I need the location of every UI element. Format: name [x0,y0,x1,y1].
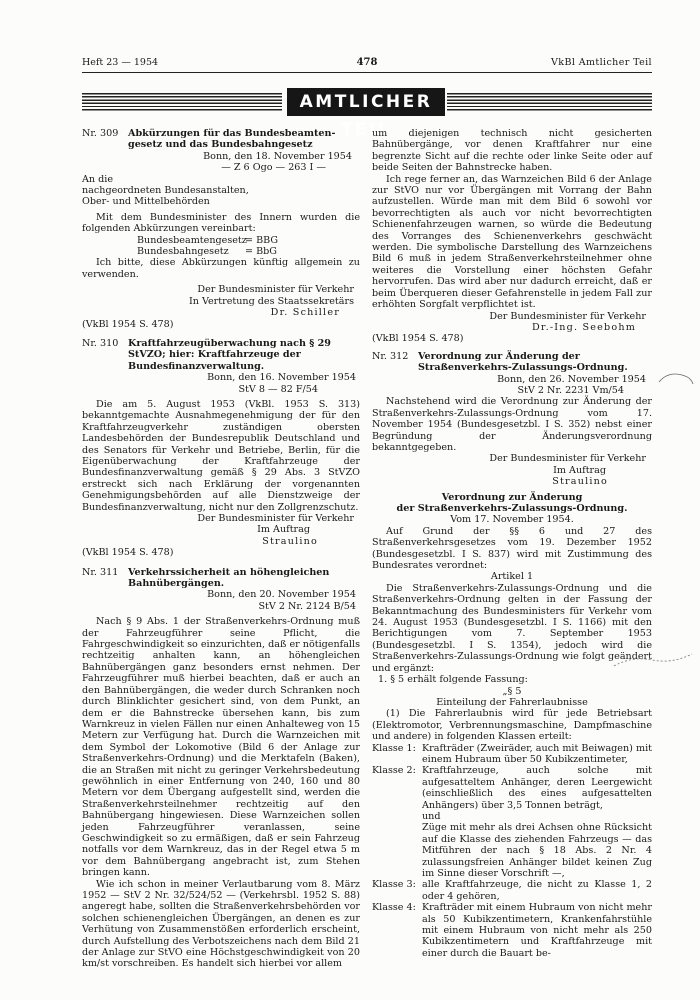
pencil-scribble-icon [612,646,696,676]
class-entry [372,811,652,822]
signature-line: In Vertretung des Staatssekretärs [188,295,354,307]
notice-date: Bonn, den 16. November 1954 [207,372,356,384]
abbr-term: Bundesbeamtengesetz [137,234,247,246]
class-label: Klasse 4: [372,902,416,914]
class-entry [372,879,652,902]
class-text: Krafträder mit einem Hubraum von nicht mehr als 50 Kubikzentimetern, Krankenfahrstühle mit einem Hubraum von nicht mehr als 250 Kubikzentimetern und Kraftfahrzeuge mit einer durch die Bauart be- [422,902,652,959]
notice-ref: StV 2 Nr. 2124 B/54 [258,600,356,612]
notice-title: Kraftfahrzeugüberwachung nach § 29 StVZO; hier: Kraftfahrzeuge der Bundesfinanzverwaltung. [128,337,331,372]
class-text: und [422,810,441,822]
notice-310-heading [82,338,360,372]
ordinance-title: der Straßenverkehrs-Zulassungs-Ordnung. [396,503,628,514]
section-label: VkBl Amtlicher Teil [551,57,652,68]
notice-title: Abkürzungen für das Bundesbeamten-gesetz und das Bundesbahngesetz [128,128,336,151]
notice-ref: — Z 6 Ogo — 263 I — [221,162,326,174]
notice-ref: StV 2 Nr. 2231 Vm/54 [517,384,624,396]
notice-number: Nr. 310 [82,337,119,349]
list-item: 1. § 5 erhält folgende Fassung: [378,674,528,686]
address-line: An die [82,173,114,185]
class-label [372,811,422,822]
class-entry [372,765,652,811]
signature-name: Straulino [552,476,608,488]
article-heading: Artikel 1 [490,571,534,583]
class-entry [372,902,652,959]
class-entry [372,743,652,766]
abbreviation-row [82,246,360,257]
ordinance-title: Verordnung zur Änderung [441,491,583,503]
citation: (VkBl 1954 S. 478) [82,318,174,330]
notice-title: Verordnung zur Änderung der Straßenverkehrs-Zulassungs-Ordnung. [418,350,628,374]
paragraph: um diejenigen technisch nicht gesicherten Bahnübergänge, vor denen Kraftfahrer nur eine begrenzte Sicht auf die rechte oder linke Seite oder auf beide Seiten der Bahnstrecke haben. [372,128,652,174]
address-line: nachgeordneten Bundesanstalten, [82,185,249,197]
notice-311-heading [82,567,360,590]
notice-ref: StV 8 — 82 F/54 [238,383,318,395]
notice-title: Verkehrssicherheit an höhengleichen Bahnübergängen. [128,566,330,590]
notice-date: Bonn, den 26. November 1954 [497,373,646,385]
paragraph-title: Einteilung der Fahrerlaubnisse [436,696,588,708]
notice-312-heading [372,351,652,374]
abbr-term: Bundesbahngesetz [137,246,229,258]
class-label: Klasse 2: [372,765,416,777]
signature-line: Im Auftrag [257,524,310,536]
class-text: Krafträder (Zweiräder, auch mit Beiwagen) mit einem Hubraum über 50 Kubikzentimeter, [422,742,652,765]
signature-line: Der Bundesminister für Verkehr [197,513,354,524]
address-line: Ober- und Mittelbehörden [82,196,210,208]
citation: (VkBl 1954 S. 478) [82,547,174,559]
paragraph: (1) Die Fahrerlaubnis wird für jede Betriebsart (Elektromotor, Verbrennungsmaschine, Dampfmaschine und andere) in folgenden Klassen erteilt: [372,708,652,743]
page-number: 478 [356,57,378,68]
paragraph: Nach § 9 Abs. 1 der Straßenverkehrs-Ordnung muß der Fahrzeugführer seine Pflicht, die Fahrgeschwindigkeit so einzurichten, daß er nötigenfalls rechtzeitig anhalten kann, an höhengleichen Bahnübergängen ganz besonders ernst nehmen. Der Fahrzeugführer muß hierbei beachten, daß er auch an den Bahnübergängen, die weder durch Schranken noch durch Blinklichter gesichert sind, von dem Punkt, an dem er die Bahnstrecke übersehen kann, bis zum Warnkreuz in vielen Fällen nur einen Anhalteweg von 15 Metern zur Verfügung hat. Durch die Warnzeichen mit dem Symbol der Lokomotive (Bild 6 der Anlage zur Straßenverkehrs-Ordnung) und die Merktafeln (Baken), die an Straßen mit nicht zu geringer Verkehrsbedeutung gewöhnlich in einer Entfernung von 240, 160 und 80 Metern vor dem Übergang aufgestellt sind, werden die Straßenverkehrsteilnehmer rechtzeitig auf den Bahnübergang hingewiesen. Diese Warnzeichen sollen jeden Fahrzeugführer veranlassen, seine Geschwindigkeit so zu ermäßigen, daß er sein Fahrzeug notfalls vor dem Warnkreuz, das in der Regel etwa 5 m vor dem Bahnübergang angebracht ist, zum Stehen bringen kann. [82,616,360,879]
abbr-value: = BbG [245,246,277,258]
class-label [372,822,422,879]
paragraph: Mit dem Bundesminister des Innern wurden die folgenden Abkürzungen vereinbart: [82,211,360,235]
banner-stripes-left [82,93,282,111]
notice-date: Bonn, den 20. November 1954 [207,589,356,601]
citation: (VkBl 1954 S. 478) [372,333,464,345]
header-rule [82,72,652,73]
notice-number: Nr. 311 [82,566,119,578]
running-header [82,56,652,70]
notice-309-heading [82,128,360,151]
class-text: Züge mit mehr als drei Achsen ohne Rücksicht auf die Klasse des ziehenden Fahrzeugs — das Mitführen der nach § 18 Abs. 2 Nr. 4 zulassungsfreien Anhänger bildet keinen Zug im Sinne dieser Vorschrift —, [422,822,652,879]
signature-line: Im Auftrag [553,464,606,476]
issue-label: Heft 23 — 1954 [82,57,159,68]
signature-line: Der Bundesminister für Verkehr [489,310,646,322]
paragraph-symbol: „§ 5 [502,685,522,697]
right-column [372,128,652,959]
paragraph: Wie ich schon in meiner Verlautbarung vom 8. März 1952 — StV 2 Nr. 32/524/52 — (Verkehrsbl. 1952 S. 88) angeregt habe, sollten die Straßenverkehrsbehörden vor solchen schienengleichen Übergängen, an denen es zur Verhütung von Zusammenstößen erforderlich erscheint, durch Aufstellung des Verbotszeichens nach dem Bild 21 der Anlage zur StVO eine Höchstgeschwindigkeit von 20 km/st vorschreiben. Es handelt sich hierbei vor allem [82,878,360,970]
signature-name: Dr. Schiller [270,307,340,319]
banner-stripes-right [447,93,652,111]
banner-title: AMTLICHER TEIL [287,88,445,116]
class-entry [372,822,652,879]
pencil-mark-icon [655,368,695,388]
notice-date: Bonn, den 18. November 1954 [203,150,352,162]
signature-line: Der Bundesminister für Verkehr [489,453,646,465]
paragraph: Nachstehend wird die Verordnung zur Änderung der Straßenverkehrs-Zulassungs-Ordnung vom 17. November 1954 (Bundesgesetzbl. I S. 352) nebst einer Begründung der Änderungsverordnung bekanntgegeben. [372,396,652,453]
signature-name: Dr.-Ing. Seebohm [531,321,636,333]
paragraph: Die Straßenverkehrs-Zulassungs-Ordnung und die Straßenverkehrs-Ordnung gelten in der Fassung der Bekanntmachung des Bundesministers für Verkehr vom 24. August 1953 (Bundesgesetzbl. I S. 1166) mit den Berichtigungen vom 7. September 1953 (Bundesgesetzbl. I S. 1354), jedoch wird die Straßenverkehrs-Zulassungs-Ordnung wie folgt geändert und ergänzt: [372,582,652,674]
class-label: Klasse 3: [372,879,416,891]
notice-number: Nr. 312 [372,350,409,362]
paragraph: Die am 5. August 1953 (VkBl. 1953 S. 313) bekanntgemachte Ausnahmegenehmigung der für den Kraftfahrzeugverkehr zuständigen obersten Landesbehörden der Bundesrepublik Deutschland und des Senators für Verkehr und Betriebe, Berlin, für die Eigenüberwachung der Kraftfahrzeuge der Bundesfinanzverwaltung gemäß § 29 Abs. 3 StVZO erstreckt sich nach Erklärung der vorgenannten Genehmigungsbehörden auf alle Dienstzweige der Bundesfinanzverwaltung, nicht nur den Zollgrenzschutz. [82,398,360,513]
paragraph: Auf Grund der §§ 6 und 27 des Straßenverkehrsgesetzes vom 19. Dezember 1952 (Bundesgesetzbl. I S. 837) wird mit Zustimmung des Bundesrates verordnet: [372,525,652,572]
class-text: alle Kraftfahrzeuge, die nicht zu Klasse 1, 2 oder 4 gehören, [422,879,652,902]
signature-line: Der Bundesminister für Verkehr [197,284,354,296]
left-column [82,128,360,970]
notice-number: Nr. 309 [82,128,119,139]
ordinance-date: Vom 17. November 1954. [450,514,574,526]
abbr-value: = BBG [245,234,279,246]
signature-name: Straulino [262,535,318,547]
class-label: Klasse 1: [372,742,416,754]
class-text: Kraftfahrzeuge, auch solche mit aufgesatteltem Anhänger, deren Leergewicht (einschließlich des eines aufgesattelten Anhängers) über 3,5 Tonnen beträgt, [422,765,652,811]
abbreviation-row [82,235,360,246]
paragraph: Ich rege ferner an, das Warnzeichen Bild 6 der Anlage zur StVO nur vor Übergängen mit Vorrang der Bahn aufzustellen. Würde man mit dem Bild 6 sowohl vor bevorrechtigten als auch vor nicht bevorrechtigten Schienenfahrzeugen warnen, so würde die Bedeutung des Vorranges des Schienenverkehrs geschwächt werden. Die symbolische Darstellung des Warnzeichens Bild 6 muß in jedem Straßenverkehrsteilnehmer ohne weiteres die Vorstellung einer höchsten Gefahr hervorrufen. Das wird aber nur dadurch erreicht, daß er beim Überqueren dieser Gefahrenstelle in jedem Fall zur erhöhten Sorgfalt verpflichtet ist. [372,173,652,311]
paragraph: Ich bitte, diese Abkürzungen künftig allgemein zu verwenden. [82,257,360,280]
